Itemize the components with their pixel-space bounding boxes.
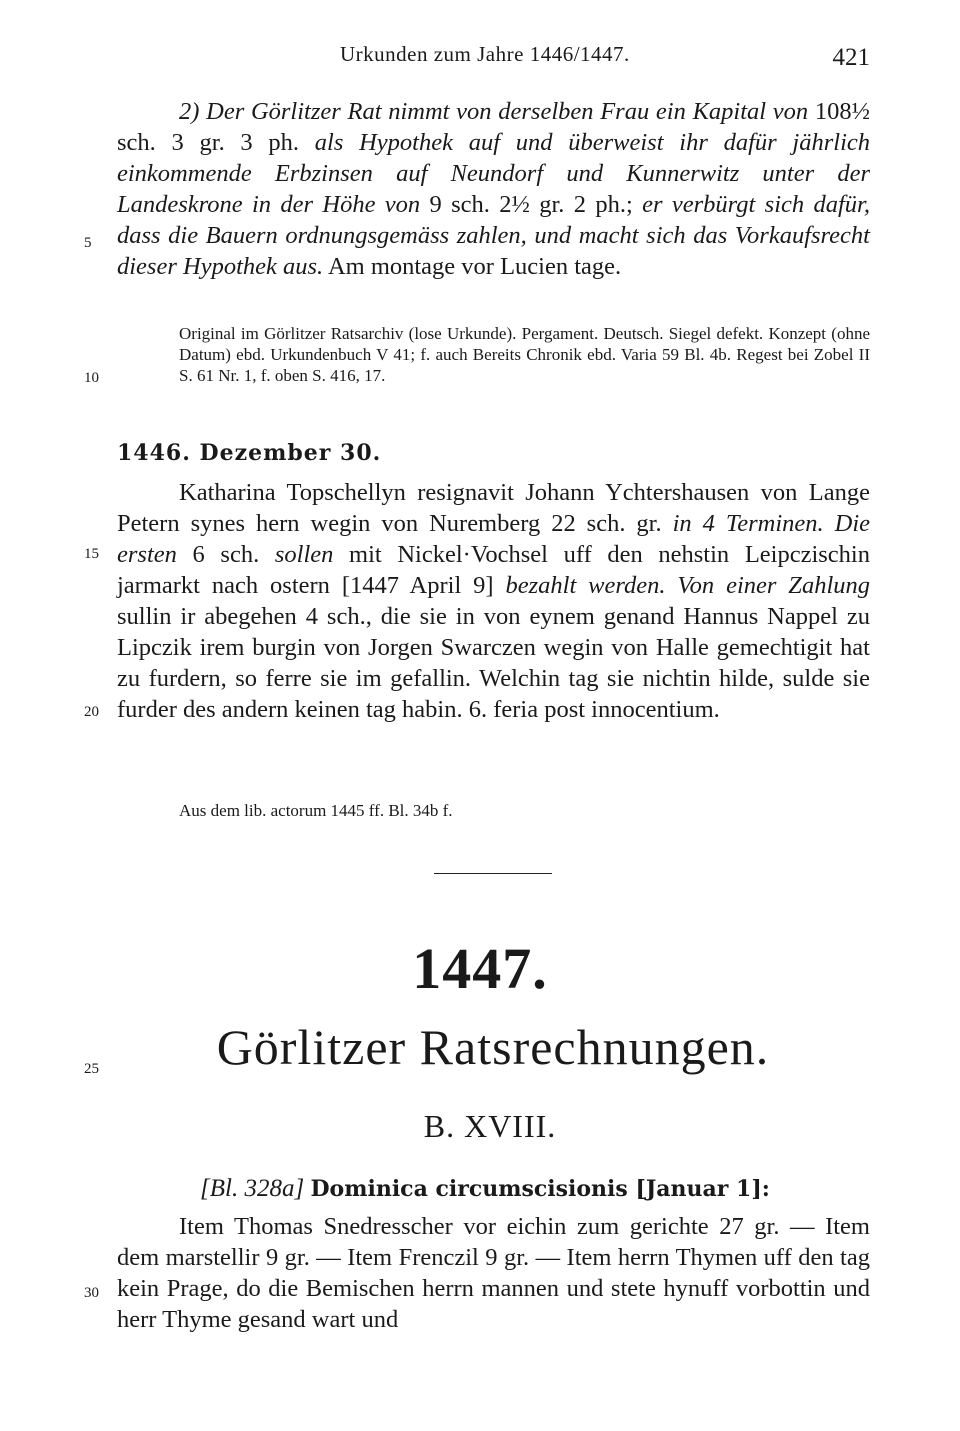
entry-2-text-3: 6 sch.	[176, 541, 275, 568]
entry-1-text-5: er verbürgt sich dafür, dass die Bauern ordnungsgemäss zahlen, und macht sich das Vorkaufsrecht dieser Hypothek aus.	[117, 191, 870, 280]
folio-reference: [Bl. 328a]	[200, 1175, 305, 1202]
line-number-20: 20	[84, 704, 99, 720]
entry-2-text-1: Katharina Topschellyn resignavit Johann Ychtershausen von Lange Petern synes hern wegin von Nuremberg 22 sch. gr.	[117, 479, 870, 537]
volume-heading: B. XVIII.	[423, 1108, 557, 1144]
line-number-5: 5	[84, 235, 92, 251]
line-number-10: 10	[84, 370, 99, 386]
entry-2-date-heading: 1446. Dezember 30.	[117, 440, 382, 466]
section-divider	[434, 873, 552, 874]
section-heading	[200, 1175, 770, 1203]
section-paragraph-block	[117, 1211, 870, 1335]
line-number-15: 15	[84, 546, 99, 562]
year-heading: 1447.	[412, 936, 548, 1001]
entry-1-text-6: Am montage vor Lucien tage.	[323, 253, 622, 280]
entry-2-text-4: sollen	[274, 541, 334, 568]
entry-1-number: 2)	[179, 98, 200, 125]
entry-2-paragraph	[117, 477, 870, 725]
entry-1-text-3: als Hypothek auf und überweist ihr dafür jährlich einkommende Erbzinsen auf Neundorf und Kunnerwitz unter der Landeskrone in der Höhe von	[117, 129, 870, 218]
entry-2-text-2: in 4 Terminen. Die ersten	[117, 510, 870, 568]
entry-1-paragraph-block	[117, 96, 870, 282]
entry-1-source-note: Original im Görlitzer Ratsarchiv (lose Urkunde). Pergament. Deutsch. Siegel defekt. Konzept (ohne Datum) ebd. Urkundenbuch V 41; f. auch Bereits Chronik ebd. Varia 59 Bl. 4b. Regest bei Zobel II S. 61 Nr. 1, f. oben S. 416, 17.	[179, 324, 870, 385]
entry-1-text-2: 108½ sch. 3 gr. 3 ph.	[117, 98, 870, 156]
entry-1-text-1: Der Görlitzer Rat nimmt von derselben Frau ein Kapital von	[199, 98, 815, 125]
section-title: Dominica circumscisionis [Januar 1]:	[310, 1176, 770, 1202]
document-title: Görlitzer Ratsrechnungen.	[216, 1019, 770, 1075]
entry-2-text-5: mit Nickel·Vochsel uff den nehstin Leipczischin jarmarkt nach ostern [1447 April 9]	[117, 541, 870, 599]
entry-1-paragraph	[117, 96, 870, 282]
running-header: Urkunden zum Jahre 1446/1447.	[340, 42, 630, 66]
page-number: 421	[832, 44, 870, 71]
entry-2-source-note: Aus dem lib. actorum 1445 ff. Bl. 34b f.	[179, 801, 453, 820]
line-number-25: 25	[84, 1061, 99, 1077]
entry-1-text-4: 9 sch. 2½ gr. 2 ph.;	[429, 191, 633, 218]
section-paragraph: Item Thomas Snedresscher vor eichin zum gerichte 27 gr. — Item dem marstellir 9 gr. — Item Frenczil 9 gr. — Item herrn Thymen uff den tag kein Prage, do die Bemischen herrn mannen und stete hynuff vorbottin und herr Thyme gesand wart und	[117, 1213, 870, 1333]
entry-2-text-7: sullin ir abegehen 4 sch., die sie in von eynem genand Hannus Nappel zu Lipczik irem burgin von Jorgen Swarczen wegin von Halle gemechtigit hat zu furdern, so ferre sie im gefallin. Welchin tag sie nichtin hilde, sulde sie furder des andern keinen tag habin. 6. feria post innocentium.	[117, 603, 870, 723]
entry-2-text-6: bezahlt werden. Von einer Zahlung	[505, 572, 870, 599]
line-number-30: 30	[84, 1285, 99, 1301]
entry-2-paragraph-block	[117, 477, 870, 725]
